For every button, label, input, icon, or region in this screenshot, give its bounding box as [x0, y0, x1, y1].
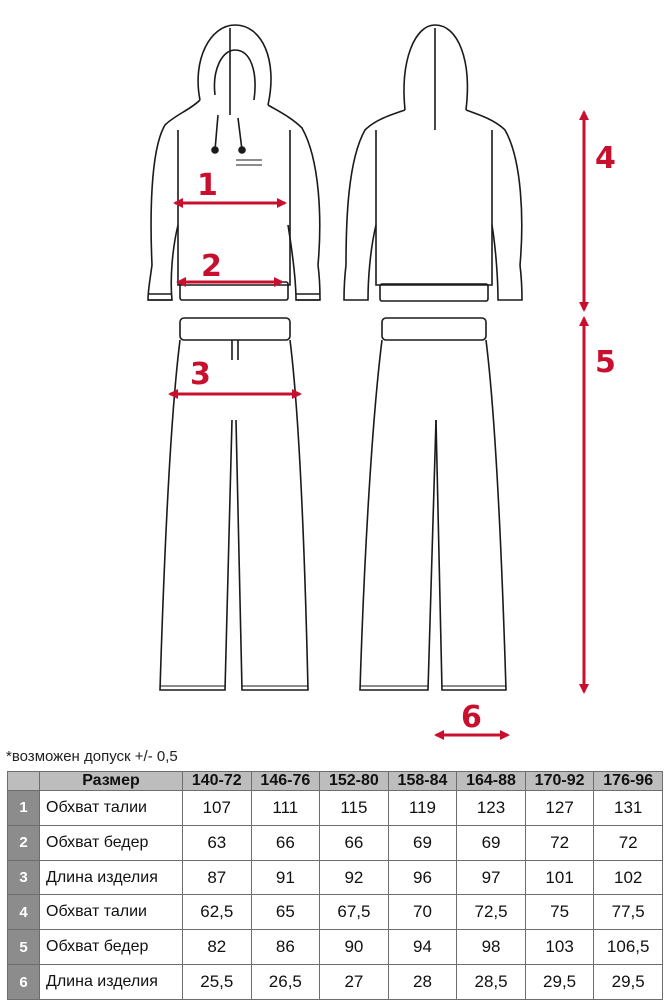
table-cell: 97	[457, 860, 526, 895]
row-number: 3	[8, 860, 40, 895]
table-cell: 87	[183, 860, 252, 895]
table-cell: 92	[320, 860, 389, 895]
table-cell: 66	[320, 825, 389, 860]
measure-label-5: 5	[595, 345, 616, 380]
table-cell: 28	[388, 965, 457, 1000]
table-cell: 26,5	[251, 965, 320, 1000]
measurement-label: Обхват талии	[40, 895, 183, 930]
table-cell: 98	[457, 930, 526, 965]
row-number: 1	[8, 791, 40, 826]
table-cell: 72	[594, 825, 663, 860]
table-cell: 65	[251, 895, 320, 930]
size-col-4: 158-84	[388, 772, 457, 791]
row-number: 2	[8, 825, 40, 860]
table-cell: 82	[183, 930, 252, 965]
pants-back-sketch	[360, 318, 506, 690]
table-cell: 72	[525, 825, 594, 860]
table-row	[8, 791, 663, 826]
row-number: 5	[8, 930, 40, 965]
table-cell: 131	[594, 791, 663, 826]
tolerance-note: *возможен допуск +/- 0,5	[6, 748, 178, 765]
measure-label-1: 1	[197, 168, 218, 203]
size-header-label: Размер	[40, 772, 183, 791]
table-cell: 72,5	[457, 895, 526, 930]
table-cell: 127	[525, 791, 594, 826]
measurement-label: Длина изделия	[40, 860, 183, 895]
table-cell: 91	[251, 860, 320, 895]
row-number: 4	[8, 895, 40, 930]
table-cell: 29,5	[525, 965, 594, 1000]
measurement-label: Обхват бедер	[40, 825, 183, 860]
table-cell: 63	[183, 825, 252, 860]
measurement-label: Длина изделия	[40, 965, 183, 1000]
size-table	[7, 771, 663, 1000]
measurement-label: Обхват бедер	[40, 930, 183, 965]
size-col-6: 170-92	[525, 772, 594, 791]
table-row	[8, 965, 663, 1000]
table-cell: 107	[183, 791, 252, 826]
table-row	[8, 895, 663, 930]
table-cell: 94	[388, 930, 457, 965]
pants-front-sketch	[160, 318, 308, 690]
table-cell: 115	[320, 791, 389, 826]
size-col-3: 152-80	[320, 772, 389, 791]
table-cell: 67,5	[320, 895, 389, 930]
size-col-7: 176-96	[594, 772, 663, 791]
row-number: 6	[8, 965, 40, 1000]
table-row	[8, 930, 663, 965]
table-cell: 62,5	[183, 895, 252, 930]
measure-label-4: 4	[595, 141, 616, 176]
table-cell: 25,5	[183, 965, 252, 1000]
size-header-row	[8, 772, 663, 791]
measurement-label: Обхват талии	[40, 791, 183, 826]
table-cell: 28,5	[457, 965, 526, 1000]
table-cell: 75	[525, 895, 594, 930]
size-col-2: 146-76	[251, 772, 320, 791]
size-col-1: 140-72	[183, 772, 252, 791]
table-cell: 103	[525, 930, 594, 965]
measure-label-6: 6	[461, 700, 482, 735]
hoodie-front-sketch	[148, 25, 320, 300]
hoodie-back-sketch	[344, 25, 522, 301]
size-col-5: 164-88	[457, 772, 526, 791]
table-cell: 90	[320, 930, 389, 965]
table-cell: 70	[388, 895, 457, 930]
table-cell: 106,5	[594, 930, 663, 965]
table-cell: 111	[251, 791, 320, 826]
table-cell: 86	[251, 930, 320, 965]
measure-label-2: 2	[201, 249, 222, 284]
measure-label-3: 3	[190, 357, 211, 392]
table-cell: 96	[388, 860, 457, 895]
table-cell: 77,5	[594, 895, 663, 930]
table-cell: 101	[525, 860, 594, 895]
table-cell: 66	[251, 825, 320, 860]
table-cell: 69	[457, 825, 526, 860]
table-cell: 119	[388, 791, 457, 826]
table-cell: 102	[594, 860, 663, 895]
table-cell: 29,5	[594, 965, 663, 1000]
header-corner	[8, 772, 40, 791]
table-cell: 27	[320, 965, 389, 1000]
table-row	[8, 860, 663, 895]
table-cell: 123	[457, 791, 526, 826]
table-row	[8, 825, 663, 860]
table-cell: 69	[388, 825, 457, 860]
